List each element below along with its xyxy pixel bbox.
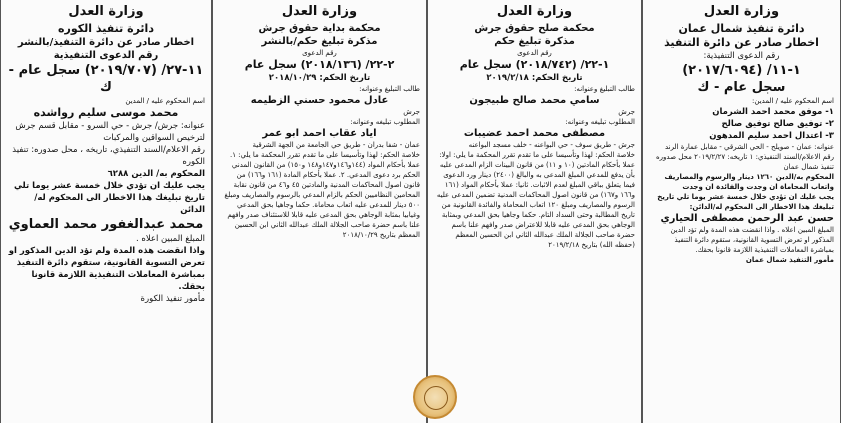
- ministry-title: وزارة العدل: [703, 4, 780, 19]
- notified-label: المطلوب تبليغه وعنوانه:: [350, 118, 420, 126]
- debtor-label: اسم المحكوم عليه / المدين: [125, 97, 205, 105]
- notice-koura-execution: [0, 0, 212, 423]
- department-name: دائرة تنفيذ الكوره: [58, 22, 154, 35]
- creditor-name: محمد عبدالغفور محمد العماوي: [8, 217, 204, 232]
- notified-name: مصطفى محمد احمد عضيبات: [463, 128, 606, 139]
- creditor-name: حسن عبد الرحمن مصطفى الحياري: [660, 213, 834, 224]
- case-type: سجل عام - ك: [697, 80, 786, 95]
- closing-text-2: واذا انقضت هذه المدة ولم تؤد الدين المذكور او تعرض التسوية القانونية، ستقوم دائرة التنفيذ بمباشرة المعاملات التنفيذية اللازمة قانونا بحقك.: [8, 246, 205, 292]
- case-number: ١-١١/ (٢٠١٧/٦٠٩٤): [682, 63, 801, 78]
- notified-address: عمان - شفا بدران - طريق حي الجامعة من الجهة الشرقية: [252, 141, 420, 149]
- court-name: محكمة بداية حقوق جرش: [258, 23, 381, 34]
- judgment-date: تاريخ الحكم: ٢٠١٨/١٠/٢٩: [268, 73, 371, 83]
- department-name: دائرة تنفيذ شمال عمان: [678, 22, 805, 35]
- debtor-1: ١- موفق محمد احمد الشرمان: [712, 107, 834, 117]
- judgment-body: خلاصة الحكم: لهذا وتأسيسا على ما تقدم تقرر المحكمة ما يلي: ١. عملا بأحكام المواد (١٤٤و١٤٦و١٤٧و١٤٨ و١٥٠) من القانون المدني الحكم برد دعوى المدعي. ٢. عملا بأحكام المادة (١٦١ و١٦٦) من قانون اصول المحاكمات المدنية والمادتين ٤٥ و٤٦ من قانون نقابة المحامين النظاميين الحكم بالزام المدعي بالرسوم والمصاريف ومبلغ ٥٠٠ دينار للمدعى عليه اتعاب محاماة. حكما وجاهيا بحق المدعي وغيابيا بمثابة الوجاهي بحق المدعى عليه قابلا للاستئناف صدر وافهم علنا باسم حضرة صاحب الجلالة الملك عبدالله الثاني ابن الحسين المعظم بتاريخ ٢٠١٨/١٠/٢٩: [224, 151, 420, 239]
- debtor-3: ٣- اعتدال احمد سليم المدهون: [709, 131, 834, 141]
- case-number: ١١-٢٧/ (٢٠١٩/٧٠٧) سجل عام - ك: [8, 63, 204, 95]
- court-name: محكمة صلح حقوق جرش: [474, 23, 595, 34]
- debtor-address: عنوانه: جرش/ جرش - حي السرو - مقابل قسم جرش لترخيص السواقين والمركبات: [15, 121, 205, 143]
- reference-line: رقم الاعلام/السند التنفيذي: ١ تاريخه: ٢٠١٩/٢/٢٧ محل صدوره تنفيذ شمال عمان: [655, 153, 834, 171]
- case-number: ٢-٢٢/ (٢٠١٨/١٣٦) سجل عام: [244, 58, 395, 71]
- notifier-name: سامي محمد صالح طبيجون: [469, 95, 600, 106]
- ministry-title: وزارة العدل: [281, 4, 358, 19]
- signature: مأمور التنفيذ شمال عمان: [745, 256, 834, 264]
- ministry-title: وزارة العدل: [68, 4, 144, 19]
- amount-line: المحكوم به/الدين ١٢٦٠ دينار والرسوم والمصاريف واتعاب المحاماة ان وجدت والفائدة ان وجدت: [664, 173, 834, 191]
- debtors-label: اسم المحكوم عليه / المدين:: [752, 97, 834, 105]
- notifier-city: جرش: [403, 108, 420, 116]
- case-number: ١-٢٢/ (٢٠١٨/٧٤٢) سجل عام: [459, 58, 610, 71]
- reference-line: رقم الاعلام/السند التنفيذي، تاريخه ، محل صدوره: تنفيذ الكوره: [12, 145, 205, 167]
- judgment-date: تاريخ الحكم: ٢٠١٩/٢/١٨: [486, 73, 583, 83]
- notice-jerash-first-instance-court: [212, 0, 427, 423]
- case-label: رقم الدعوى: [517, 49, 552, 57]
- case-label: رقم الدعوى التنفيذية:: [703, 51, 780, 61]
- notifier-label: طالب التبليغ وعنوانه:: [359, 85, 420, 93]
- notifier-label: طالب التبليغ وعنوانه:: [574, 85, 635, 93]
- closing-text: المبلغ المبين اعلاه . واذا انقضت هذه المدة ولم تؤد الدين المذكور او تعرض التسوية القانونية، ستقوم دائرة التنفيذ بمباشرة المعاملات التنفيذية اللازمة قانونا بحقك.: [670, 226, 834, 254]
- case-label: رقم الدعوى التنفيذية: [53, 50, 159, 61]
- closing-text-1: المبلغ المبين اعلاه .: [135, 234, 205, 244]
- emblem-stamp-icon: [413, 375, 457, 419]
- notifier-city: جرش: [618, 108, 635, 116]
- notified-name: اياد عقاب احمد ابو عمر: [262, 128, 377, 139]
- debtor-2: ٢- توفيق صالح توفيق صالح: [721, 119, 834, 129]
- notifier-name: عادل محمود حسني الزطيمه: [250, 95, 389, 106]
- notified-label: المطلوب تبليغه وعنوانه:: [565, 118, 635, 126]
- notice-jerash-magistrate-court: [427, 0, 642, 423]
- judgment-body: خلاصة الحكم: لهذا وتأسيسا على ما تقدم تقرر المحكمة ما يلي: اولا: عملا بأحكام المادتين (١٠ و ١١) من قانون البينات الزام المدعى عليه بأن يدفع للمدعي المبلغ المدعى به والبالغ (٢٤٠٠) دينار ورد الدعوى فيما يتعلق بباقي المبلغ لعدم الاثبات. ثانيا: عملا بأحكام المواد (١٦١ و١٦٦ و١٦٧) من قانون اصول المحاكمات المدنية تضمين المدعى عليه الرسوم والمصاريف ومبلغ ١٢٠ اتعاب المحاماة والفائدة القانونية من تاريخ المطالبة وحتى السداد التام. حكما وجاهيا بحق المدعي وبمثابة الوجاهي بحق المدعى عليه قابلا للاعتراض صدر وافهم علنا باسم حضرة صاحب الجلالة الملك عبدالله الثاني ابن الحسين المعظم (حفظه الله) بتاريخ ٢٠١٩/٢/١٨: [436, 151, 635, 249]
- case-label: رقم الدعوى: [302, 49, 337, 57]
- notice-title: مذكرة تبليغ حكم/بالنشر: [261, 36, 378, 47]
- warning-text: يجب عليك ان تؤدي خلال خمسة عشر يوما تلي تاريخ تبليغك هذا الاخطار الى المحكوم له/ الدائن: [13, 181, 205, 215]
- amount-line: المحكوم به/ الدين ٦٢٨٨: [107, 169, 205, 179]
- notified-address: جرش - طريق سوف - حي البواعنه - خلف مسجد البواعنه: [468, 141, 635, 149]
- notice-title: اخطار صادر عن دائرة التنفيذ/بالنشر: [17, 37, 195, 48]
- signature: مأمور تنفيذ الكورة: [140, 294, 205, 304]
- notice-north-amman-execution: [642, 0, 841, 423]
- ministry-title: وزارة العدل: [496, 4, 573, 19]
- debtor-name: محمد موسى سليم رواشده: [33, 106, 179, 119]
- debtor-address: عنوانه: عمان - صويلح - الحي الشرقي - مقابل عمارة الرند: [664, 143, 834, 151]
- notice-title: اخطار صادر عن دائرة التنفيذ: [664, 36, 819, 49]
- notice-title: مذكرة تبليغ حكم: [494, 36, 575, 47]
- warning-text: يجب عليك ان تؤدي خلال خمسة عشر يوما تلي تاريخ تبليغك هذا الاخطار الى المحكوم له/الدائن:: [657, 193, 834, 211]
